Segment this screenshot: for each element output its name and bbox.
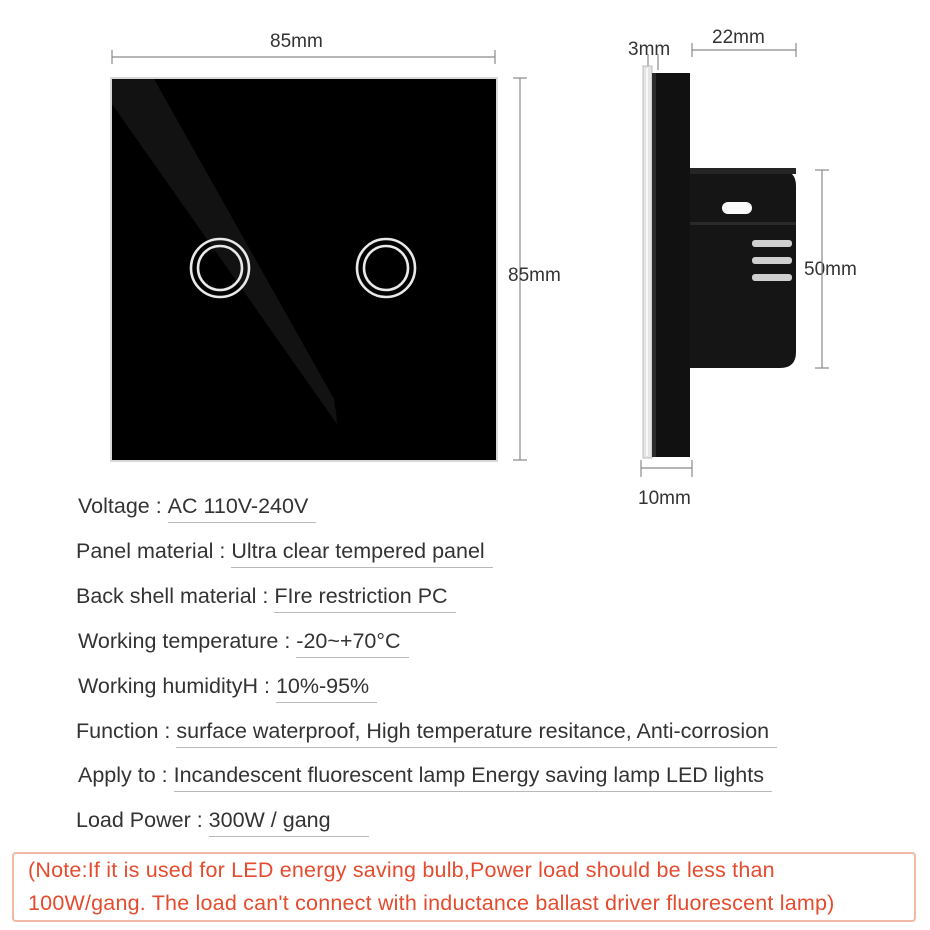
spec-working-temperature [78,629,409,658]
back-height-label: 50mm [804,259,857,280]
spec-apply-to-label: Apply to : [78,763,174,787]
spec-load-power-label: Load Power : [76,808,209,832]
spec-panel-material [76,539,493,568]
spec-voltage [78,494,316,523]
note-line-2: 100W/gang. The load can't connect with inductance ballast driver fluorescent lamp) [28,891,835,915]
spec-function-label: Function : [76,719,177,743]
touch-button-1-icon[interactable] [188,236,252,300]
spec-working-humidity-label: Working humidityH : [78,674,276,698]
spec-load-power-value: 300W / gang [209,808,369,837]
switch-side-view [600,40,860,490]
back-depth-label: 22mm [712,27,765,48]
spec-working-temperature-value: -20~+70°C [296,629,408,658]
note-line-1: (Note:If it is used for LED energy saving bulb,Power load should be less than [28,858,775,882]
glass-thickness-label: 3mm [628,39,671,60]
spec-apply-to-value: Incandescent fluorescent lamp Energy saving lamp LED lights [174,763,772,792]
spec-back-shell-material [76,584,456,613]
spec-panel-material-value: Ultra clear tempered panel [231,539,492,568]
spec-working-humidity-value: 10%-95% [276,674,377,703]
frame-depth-label: 10mm [638,488,691,509]
spec-function [76,719,777,748]
touch-button-2-icon[interactable] [354,236,418,300]
spec-working-humidity [78,674,377,703]
spec-back-shell-material-label: Back shell material : [76,584,275,608]
spec-panel-material-label: Panel material : [76,539,232,563]
spec-function-value: surface waterproof, High temperature resitance, Anti-corrosion [176,719,777,748]
spec-back-shell-material-value: FIre restriction PC [274,584,455,613]
spec-apply-to [78,763,772,792]
glass-reflection [112,79,496,460]
note-box [12,852,916,922]
front-width-label: 85mm [270,31,323,52]
spec-load-power [76,808,369,837]
spec-voltage-label: Voltage : [78,494,168,518]
switch-front-panel [110,77,498,462]
spec-working-temperature-label: Working temperature : [78,629,297,653]
spec-voltage-value: AC 110V-240V [168,494,317,523]
front-height-label: 85mm [508,265,561,286]
